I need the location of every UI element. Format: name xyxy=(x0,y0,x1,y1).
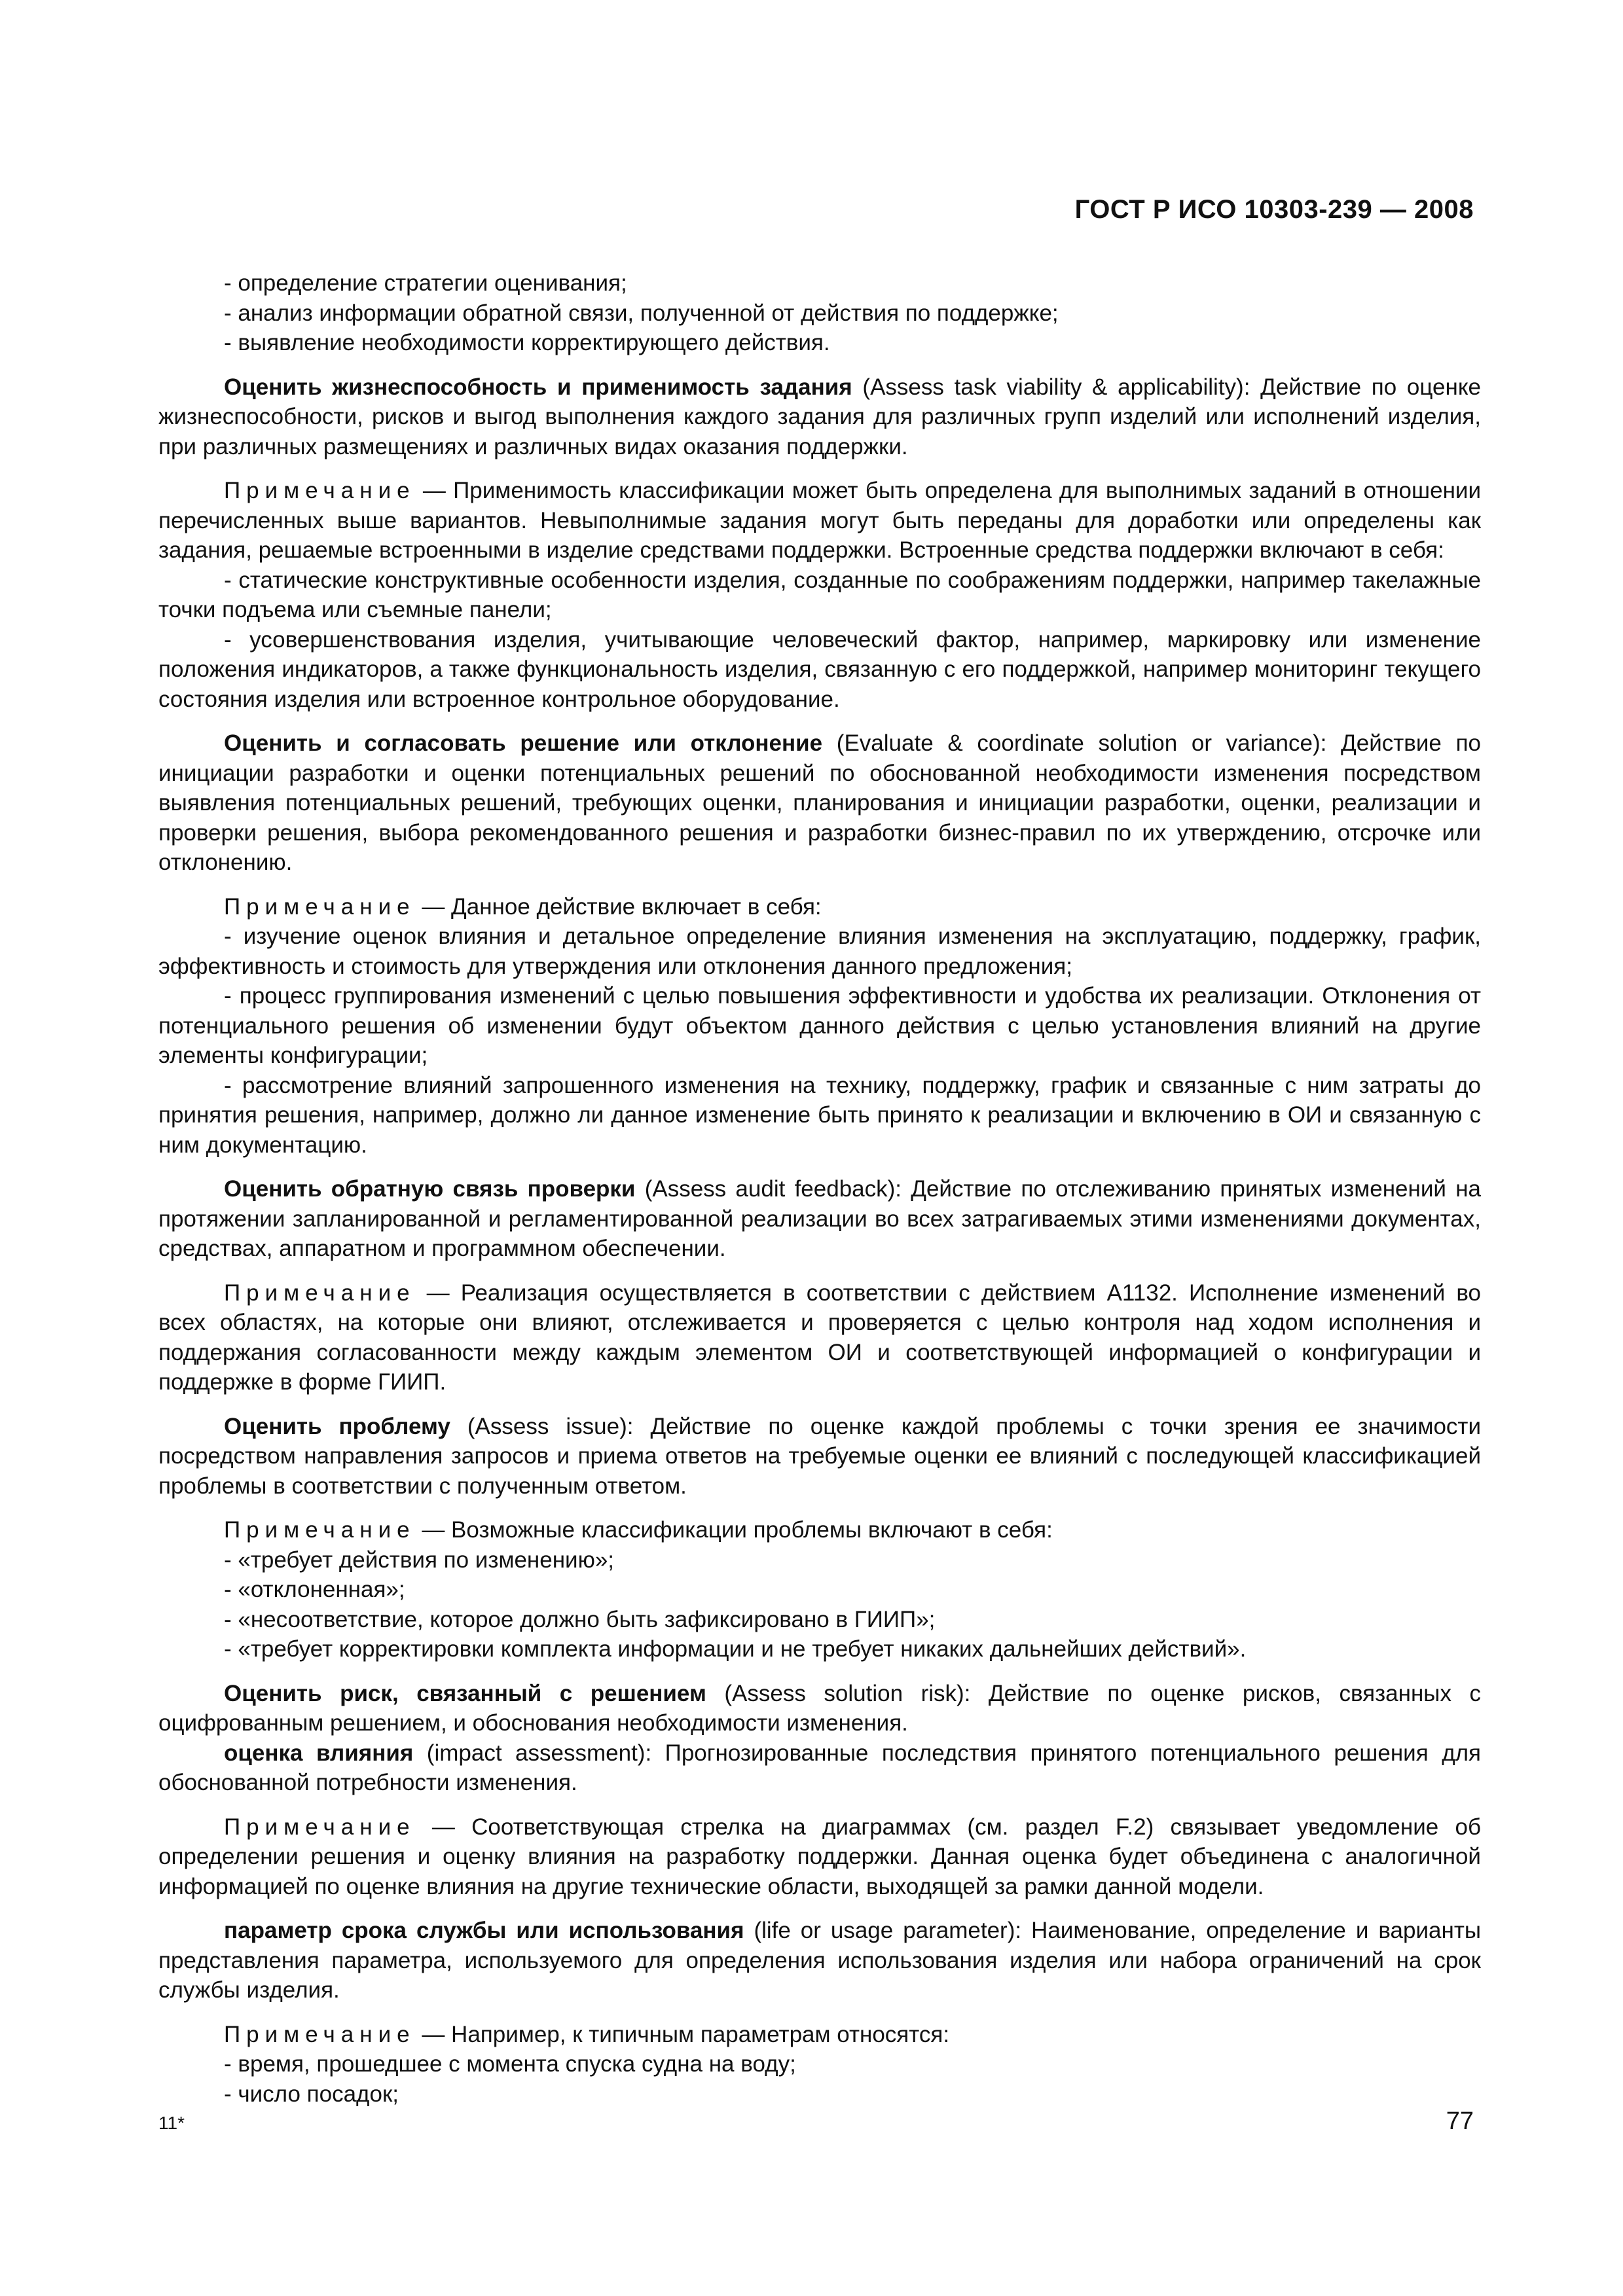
definition-entry xyxy=(158,1916,1481,2005)
note-label: Примечание xyxy=(224,2021,416,2047)
note xyxy=(158,476,1481,565)
definition-entry xyxy=(158,372,1481,462)
list-item: - выявление необходимости корректирующего действия. xyxy=(224,330,830,355)
definition-text: (impact assessment): Прогнозированные последствия принятого потенциального решения для обоснованной потребности изменения. xyxy=(158,1740,1481,1795)
note-text: — Возможные классификации проблемы включают в себя: xyxy=(415,1517,1053,1543)
note-text: — Соответствующая стрелка на диаграммах (см. раздел F.2) связывает уведомление об определении решения и оценку влияния на разработку поддержки. Данная оценка будет объединена с аналогичной информацией по оценке влияния на другие технические области, выходящей за рамки данной модели. xyxy=(158,1814,1481,1899)
list-item: - анализ информации обратной связи, полученной от действия по поддержке; xyxy=(224,300,1059,326)
term: Оценить обратную связь проверки xyxy=(224,1176,636,1202)
list-item: - «отклоненная»; xyxy=(224,1577,405,1602)
note xyxy=(158,2020,1481,2050)
list-item: - число посадок; xyxy=(224,2081,399,2107)
note xyxy=(158,1812,1481,1902)
list-item: - статические конструктивные особенности изделия, созданные по соображениям поддержки, например такелажные точки подъема или съемные панели; xyxy=(158,567,1481,622)
definition-text: (Assess task viability & applicability): Действие по оценке жизнеспособности, рисков и выгод выполнения каждого задания для различных групп изделий или исполнений изделия, при различных размещениях и различных видах оказания поддержки. xyxy=(158,374,1481,459)
definition-entry xyxy=(158,1174,1481,1264)
note-label: Примечание xyxy=(224,1814,416,1840)
note xyxy=(158,1278,1481,1397)
definition-text: (Assess solution risk): Действие по оценке рисков, связанных с оцифрованным решением, и обоснования необходимости изменения. xyxy=(158,1680,1482,1736)
list-item: - изучение оценок влияния и детальное определение влияния изменения на эксплуатацию, поддержку, график, эффективность и стоимость для утверждения или отклонения данного предложения; xyxy=(158,924,1481,979)
note-label: Примечание xyxy=(224,1280,416,1306)
definition-entry xyxy=(158,1412,1481,1501)
note-text: — Применимость классификации может быть определена для выполнимых заданий в отношении перечисленных выше вариантов. Невыполнимые задания могут быть переданы для доработки или определены как задания, решаемые встроенными в изделие средствами поддержки. Встроенные средства поддержки включают в себя: xyxy=(158,478,1481,563)
definition-entry xyxy=(158,1738,1481,1798)
list-item: - время, прошедшее с момента спуска судна на воду; xyxy=(224,2051,796,2077)
standard-header: ГОСТ Р ИСО 10303-239 — 2008 xyxy=(1074,195,1474,224)
definition-text: (Evaluate & coordinate solution or variance): Действие по инициации разработки и оценки потенциальных решений по обоснованной необходимости изменения посредством выявления потенциальных решений, требующих оценки, планирования и инициации разработки, оценки, реализации и проверки решения, выбора рекомендованного решения и разработки бизнес-правил по их утверждению, отсрочке или отклонению. xyxy=(158,730,1481,875)
term: параметр срока службы или использования xyxy=(224,1918,744,1943)
list-item: - «требует корректировки комплекта информации и не требует никаких дальнейших действий». xyxy=(224,1636,1247,1662)
list-item: - процесс группирования изменений с целью повышения эффективности и удобства их реализации. Отклонения от потенциального решения об изменении будут объектом данного действия с целью установления влияний на другие элементы конфигурации; xyxy=(158,983,1481,1068)
list-item: - «несоответствие, которое должно быть зафиксировано в ГИИП»; xyxy=(224,1606,936,1632)
note xyxy=(158,892,1481,922)
page-number: 77 xyxy=(1446,2108,1474,2135)
note-label: Примечание xyxy=(224,893,416,920)
note-text: — Данное действие включает в себя: xyxy=(415,893,822,920)
note xyxy=(158,1515,1481,1545)
list-item: - усовершенствования изделия, учитывающие человеческий фактор, например, маркировку или изменение положения индикаторов, а также функциональность изделия, связанную с его поддержкой, например мониторинг текущего состояния изделия или встроенное контрольное оборудование. xyxy=(158,626,1481,712)
list-item: - рассмотрение влияний запрошенного изменения на технику, поддержку, график и связанные с ним затраты до принятия решения, например, должно ли данное изменение быть принято к реализации и включению в ОИ и связанную с ним документацию. xyxy=(158,1072,1481,1158)
sheet-mark: 11* xyxy=(158,2113,185,2133)
definition-text: (Assess audit feedback): Действие по отслеживанию принятых изменений на протяжении запланированной и регламентированной реализации во всех затрагиваемых этими изменениями документах, средствах, аппаратном и программном обеспечении. xyxy=(158,1176,1481,1261)
list-item: - «требует действия по изменению»; xyxy=(224,1547,615,1573)
term: Оценить риск, связанный с решением xyxy=(224,1680,706,1706)
term: оценка влияния xyxy=(224,1740,414,1766)
note-text: — Например, к типичным параметрам относятся: xyxy=(415,2021,950,2047)
note-label: Примечание xyxy=(224,1517,416,1543)
term: Оценить и согласовать решение или отклонение xyxy=(224,730,823,756)
note-label: Примечание xyxy=(224,478,416,503)
definition-text: (Assess issue): Действие по оценке каждой проблемы с точки зрения ее значимости посредством направления запросов и приема ответов на требуемые оценки ее влияний с последующей классификацией проблемы в соответствии с полученным ответом. xyxy=(158,1413,1481,1499)
definition-text: (life or usage parameter): Наименование, определение и варианты представления параметра, используемого для определения использования изделия или набора ограничений на срок службы изделия. xyxy=(158,1918,1482,2003)
document-body xyxy=(158,268,1481,2109)
definition-entry xyxy=(158,1679,1481,1738)
definition-entry xyxy=(158,728,1481,878)
list-item: - определение стратегии оценивания; xyxy=(224,270,627,296)
note-text: — Реализация осуществляется в соответствии с действием А1132. Исполнение изменений во всех областях, на которые они влияют, отслеживается и проверяется с целью контроля над ходом исполнения и поддержания согласованности между каждым элементом ОИ и соответствующей информацией о конфигурации и поддержке в форме ГИИП. xyxy=(158,1280,1481,1395)
term: Оценить жизнеспособность и применимость задания xyxy=(224,374,852,400)
term: Оценить проблему xyxy=(224,1413,450,1439)
